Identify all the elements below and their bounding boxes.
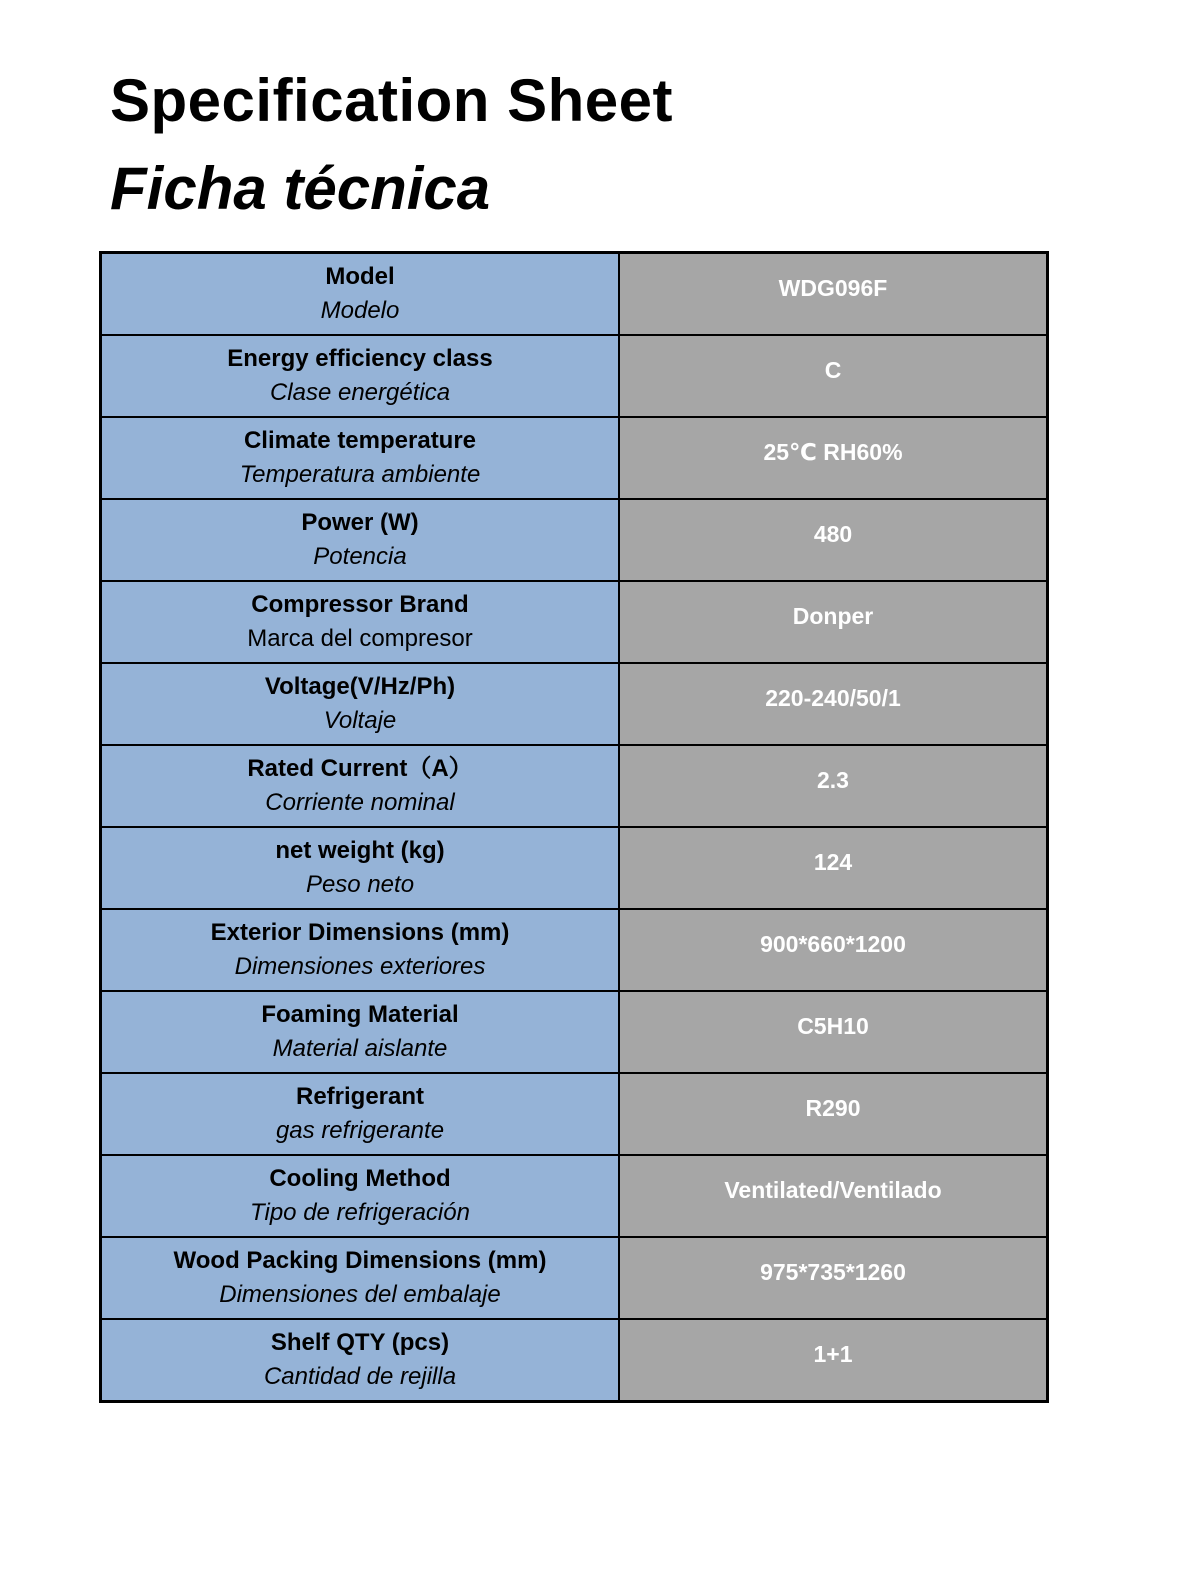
label-spanish: Dimensiones del embalaje xyxy=(219,1281,501,1308)
table-row-compressor-brand xyxy=(101,581,1048,663)
table-row-rated-current xyxy=(101,745,1048,827)
label-english: Refrigerant xyxy=(295,1083,425,1110)
value-cell xyxy=(619,499,1048,581)
specification-table xyxy=(99,251,1049,1403)
table-row-foaming-material xyxy=(101,991,1048,1073)
label-english: Energy efficiency class xyxy=(227,345,493,372)
label-english: Climate temperature xyxy=(243,427,477,454)
table-row-model xyxy=(101,253,1048,336)
label-cell xyxy=(101,335,620,417)
label-spanish: gas refrigerante xyxy=(275,1117,445,1144)
table-row-power xyxy=(101,499,1048,581)
page-subtitle: Ficha técnica xyxy=(110,155,491,222)
label-spanish: Peso neto xyxy=(305,871,415,898)
label-cell xyxy=(101,745,620,827)
label-english: Exterior Dimensions (mm) xyxy=(210,919,510,946)
table-row-exterior-dimensions xyxy=(101,909,1048,991)
value-cell xyxy=(619,1073,1048,1155)
label-spanish: Material aislante xyxy=(272,1035,448,1062)
table-row-energy-class xyxy=(101,335,1048,417)
label-english: Cooling Method xyxy=(269,1165,451,1192)
value-text: WDG096F xyxy=(778,274,888,301)
label-spanish: Potencia xyxy=(313,543,407,570)
label-cell xyxy=(101,991,620,1073)
value-cell xyxy=(619,1237,1048,1319)
value-text: C xyxy=(824,356,842,383)
label-english: Rated Current（A） xyxy=(247,755,473,782)
label-cell xyxy=(101,1237,620,1319)
label-spanish: Marca del compresor xyxy=(247,625,473,652)
value-text: Ventilated/Ventilado xyxy=(724,1176,942,1203)
value-cell xyxy=(619,335,1048,417)
label-cell xyxy=(101,1073,620,1155)
value-cell xyxy=(619,581,1048,663)
table-row-shelf-qty xyxy=(101,1319,1048,1402)
value-cell xyxy=(619,745,1048,827)
table-row-cooling-method xyxy=(101,1155,1048,1237)
value-text: 900*660*1200 xyxy=(760,930,906,957)
label-english: Wood Packing Dimensions (mm) xyxy=(173,1247,547,1274)
label-spanish: Modelo xyxy=(320,297,400,324)
label-cell xyxy=(101,909,620,991)
value-cell xyxy=(619,909,1048,991)
label-cell xyxy=(101,581,620,663)
value-text: R290 xyxy=(805,1094,861,1121)
label-spanish: Cantidad de rejilla xyxy=(263,1363,457,1390)
label-cell xyxy=(101,1155,620,1237)
label-english: Power (W) xyxy=(301,509,419,536)
value-cell xyxy=(619,253,1048,336)
label-spanish: Dimensiones exteriores xyxy=(234,953,486,980)
value-text: 480 xyxy=(813,520,853,547)
label-english: Model xyxy=(325,263,395,290)
value-text: Donper xyxy=(792,602,874,629)
value-text: C5H10 xyxy=(797,1012,869,1039)
value-cell xyxy=(619,663,1048,745)
label-english: net weight (kg) xyxy=(275,837,445,864)
label-cell xyxy=(101,499,620,581)
value-text: 1+1 xyxy=(813,1340,853,1367)
value-cell xyxy=(619,417,1048,499)
table-row-net-weight xyxy=(101,827,1048,909)
label-cell xyxy=(101,1319,620,1402)
label-cell xyxy=(101,663,620,745)
value-text: 25℃ RH60% xyxy=(763,438,903,465)
label-spanish: Temperatura ambiente xyxy=(239,461,481,488)
label-english: Voltage(V/Hz/Ph) xyxy=(264,673,456,700)
value-cell xyxy=(619,1319,1048,1402)
table-row-refrigerant xyxy=(101,1073,1048,1155)
label-spanish: Corriente nominal xyxy=(265,789,455,816)
label-spanish: Voltaje xyxy=(323,707,397,734)
value-text: 2.3 xyxy=(817,766,849,793)
page-title: Specification Sheet xyxy=(110,67,673,134)
label-cell xyxy=(101,417,620,499)
value-text: 975*735*1260 xyxy=(760,1258,906,1285)
label-english: Compressor Brand xyxy=(251,591,469,618)
label-spanish: Clase energética xyxy=(269,379,451,406)
value-cell xyxy=(619,827,1048,909)
table-row-climate-temperature xyxy=(101,417,1048,499)
value-text: 124 xyxy=(813,848,853,875)
label-english: Shelf QTY (pcs) xyxy=(270,1329,450,1356)
label-cell xyxy=(101,827,620,909)
label-cell xyxy=(101,253,620,336)
label-spanish: Tipo de refrigeración xyxy=(250,1199,470,1226)
table-row-packing-dimensions xyxy=(101,1237,1048,1319)
table-row-voltage xyxy=(101,663,1048,745)
value-cell xyxy=(619,991,1048,1073)
value-cell xyxy=(619,1155,1048,1237)
label-english: Foaming Material xyxy=(261,1001,459,1028)
value-text: 220-240/50/1 xyxy=(765,684,901,711)
specification-table-body xyxy=(101,253,1048,1402)
